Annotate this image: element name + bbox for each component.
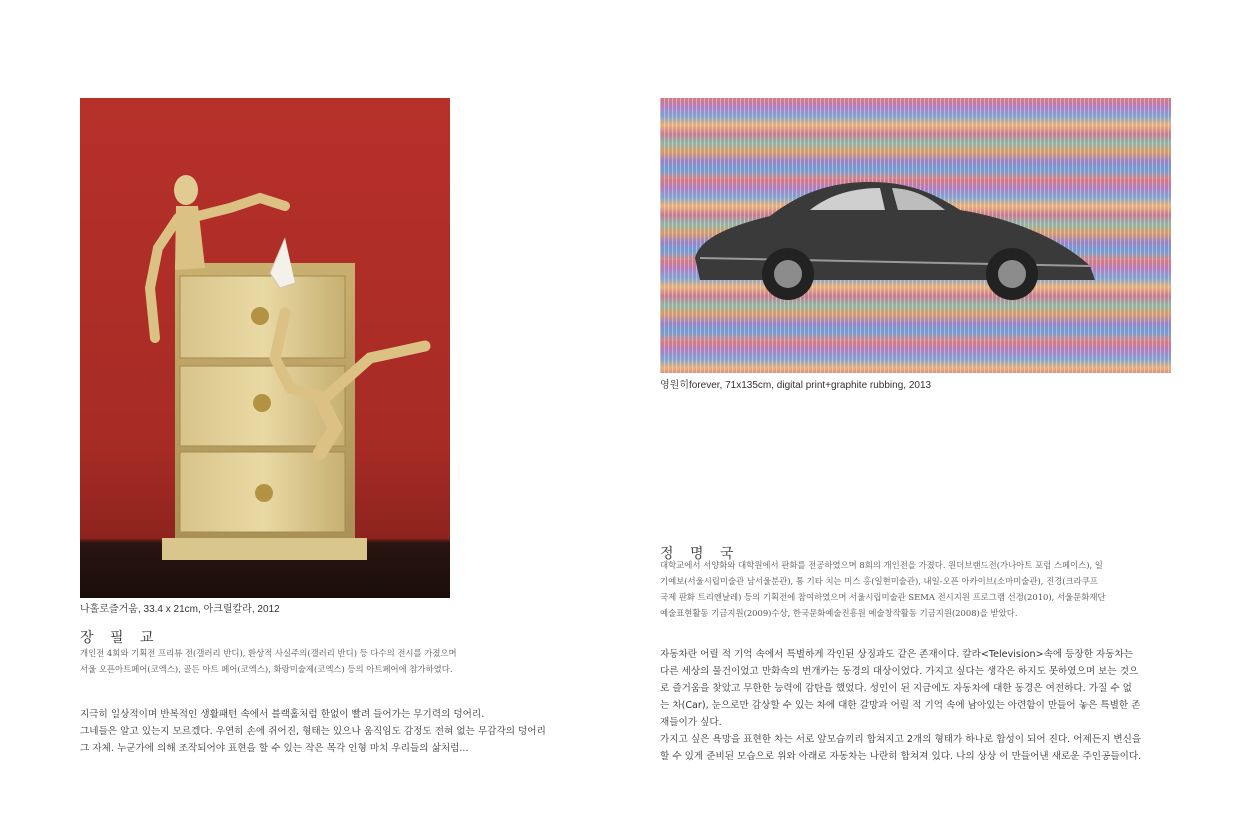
bio-line: 예술표현활동 기금지원(2009)수상, 한국문화예술진흥원 예술창작활동 기금지원(2008)을 받았다. xyxy=(660,608,1018,618)
statement-line: 다른 세상의 물건이었고 만화속의 번개카는 동경의 대상이었다. 가지고 싶다는 생각은 하지도 못하였으며 보는 것으 xyxy=(660,666,1139,677)
statement-line: 그네들은 알고 있는지 모르겠다. 우연히 손에 쥐어진, 형태는 있으나 움직임도 감정도 전혀 없는 무감각의 덩어리 xyxy=(80,726,546,737)
artist-name: 장 필 교 xyxy=(80,630,160,646)
statement-line: 로 즐거움을 찾았고 무한한 능력에 감탄을 했었다. 성인이 된 지금에도 자동차에 대한 동경은 여전하다. 가질 수 없 xyxy=(660,683,1132,694)
statement-line: 가지고 싶은 욕망을 표현한 차는 서로 앞모습끼리 합쳐지고 2개의 형태가 하나로 합성이 되어 진다. 어제든지 변신을 xyxy=(660,734,1142,745)
artwork-still-life xyxy=(80,98,450,598)
bio-line: 개인전 4회와 기획전 프리뷰 전(갤러리 반디), 환상적 사실주의(갤러리 반디) 등 다수의 전시를 가졌으며 xyxy=(80,648,457,658)
bio-line: 국제 판화 트리엔날레) 등의 기획전에 참여하였으며 서울시립미술관 SEMA 전시지원 프로그램 선정(2010), 서울문화재단 xyxy=(660,592,1106,602)
knob-top xyxy=(251,307,269,325)
statement-line: 그 자체. 누군가에 의해 조작되어야 표현을 할 수 있는 작은 목각 인형 마치 우리들의 삶처럼... xyxy=(80,743,469,754)
statement-line: 할 수 있게 준비된 모습으로 위와 아래로 자동차는 나란히 합쳐져 있다. 나의 상상 이 만들어낸 새로운 주인공들이다. xyxy=(660,751,1142,762)
statement-line: 는 차(Car), 눈으로만 감상할 수 있는 차에 대한 갈망과 어릴 적 기억 속에 남아있는 아련함이 만들어 놓은 특별한 존 xyxy=(660,700,1141,711)
mannequin-arm-down xyxy=(150,218,178,338)
bio-line: 서울 오픈아트페어(코엑스), 골든 아트 페어(코엑스), 화랑미술제(코엑스) 등의 아트페어에 참가하였다. xyxy=(80,664,453,674)
statement-line: 재들이가 싶다. xyxy=(660,717,722,728)
right-page xyxy=(630,0,1260,827)
bio-line: 대학교에서 서양화와 대학원에서 판화를 전공하였으며 8회의 개인전을 가졌다. 원더브랜드전(가나아트 포럼 스페이스), 일 xyxy=(660,560,1103,570)
bio-line: 기예보(서울시립미술관 남서울분관), 통 기타 치는 미스 홍(일현미술관), 내일-오픈 아카이브(소마미술관), 진경(크라쿠프 xyxy=(660,576,1098,586)
artwork-car xyxy=(660,98,1171,373)
cabinet-base xyxy=(162,538,367,560)
artist-statement xyxy=(80,706,546,757)
knob-middle xyxy=(253,394,271,412)
artist-statement xyxy=(660,646,1141,765)
artist-bio xyxy=(80,645,457,677)
artwork-car-illustration xyxy=(660,98,1171,373)
statement-line: 지극히 일상적이며 반복적인 생활패턴 속에서 블랙홀처럼 한없이 빨려 들어가는 무기력의 덩어리. xyxy=(80,709,485,720)
mannequin-arm-up xyxy=(198,198,285,216)
mannequin-head xyxy=(174,175,198,205)
artist-name: 정 명 국 xyxy=(660,546,740,562)
statement-line: 자동차란 어릴 적 기억 속에서 특별하게 각인된 상징과도 같은 존재이다. 칼라<Television>속에 등장한 자동차는 xyxy=(660,649,1134,660)
artwork-still-life-illustration xyxy=(80,98,450,598)
artwork-caption: 나홀로즐거움, 33.4 x 21cm, 아크릴칼라, 2012 xyxy=(80,604,280,615)
artwork-caption: 영원히forever, 71x135cm, digital print+graphite rubbing, 2013 xyxy=(660,380,932,391)
artist-bio xyxy=(660,557,1106,621)
knob-bottom xyxy=(255,484,273,502)
